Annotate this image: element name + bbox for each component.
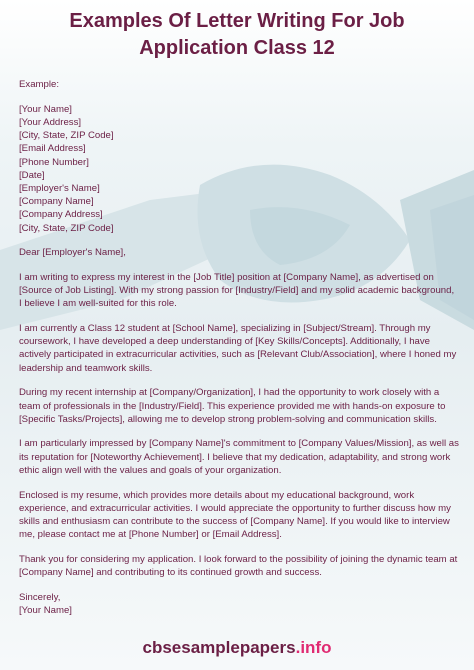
paragraph: I am writing to express my interest in the [Job Title] position at [Company Name], as advertised on [Source of Job Listing]. With my strong passion for [Industry/Field] and my solid academic background, I believe I am well-suited for this role. — [19, 271, 455, 310]
site-name: cbsesamplepapers — [142, 638, 296, 657]
site-tld: .info — [295, 638, 332, 657]
letter-body — [19, 78, 459, 617]
address-line: [Phone Number] — [19, 156, 89, 168]
paragraph: I am currently a Class 12 student at [School Name], specializing in [Subject/Stream]. Through my coursework, I have developed a deep understanding of [Key Skills/Concepts]. Additionally, I have actively participated in extracurricular activities, such as [Relevant Club/Association], where I honed my leadership and teamwork skills. — [19, 323, 457, 374]
address-line: [Employer's Name] — [19, 182, 100, 194]
address-line: [Company Address] — [19, 209, 103, 221]
title-line-2: Application Class 12 — [139, 37, 335, 59]
address-line: [Email Address] — [19, 143, 86, 155]
address-line: [Company Name] — [19, 196, 94, 208]
paragraph: I am particularly impressed by [Company Name]'s commitment to [Company Values/Mission], as well as its reputation for [Noteworthy Achievement]. I believe that my dedication, adaptability, and strong work ethic align well with the values and goals of your organization. — [19, 438, 459, 476]
address-line: [Your Name] — [19, 103, 72, 115]
address-line: [City, State, ZIP Code] — [19, 222, 114, 234]
salutation: Dear [Employer's Name], — [19, 247, 126, 259]
address-line: [City, State, ZIP Code] — [19, 130, 114, 142]
sign-off — [19, 591, 459, 617]
page-title — [0, 8, 474, 62]
paragraph: During my recent internship at [Company/Organization], I had the opportunity to work closely with a team of professionals in the [Industry/Field]. This experience provided me with hands-on exposure to [Specific Tasks/Projects], allowing me to develop strong problem-solving and communication skills. — [19, 387, 446, 425]
site-footer-link[interactable] — [0, 638, 474, 658]
example-label: Example: — [19, 79, 59, 90]
address-line: [Your Address] — [19, 116, 82, 128]
signature: [Your Name] — [19, 605, 72, 616]
paragraph: Thank you for considering my application. I look forward to the possibility of joining the dynamic team at [Company Name] and contributing to its continued growth and success. — [19, 553, 458, 579]
closing: Sincerely, — [19, 591, 61, 603]
address-line: [Date] — [19, 169, 45, 181]
title-line-1: Examples Of Letter Writing For Job — [69, 10, 405, 32]
paragraph: Enclosed is my resume, which provides more details about my educational background, work experience, and extracurricular activities. I would appreciate the opportunity to further discuss how my skills and enthusiasm can contribute to the success of [Company Name]. If you would like to interview me, please contact me at [Phone Number] or [Email Address]. — [19, 489, 451, 541]
